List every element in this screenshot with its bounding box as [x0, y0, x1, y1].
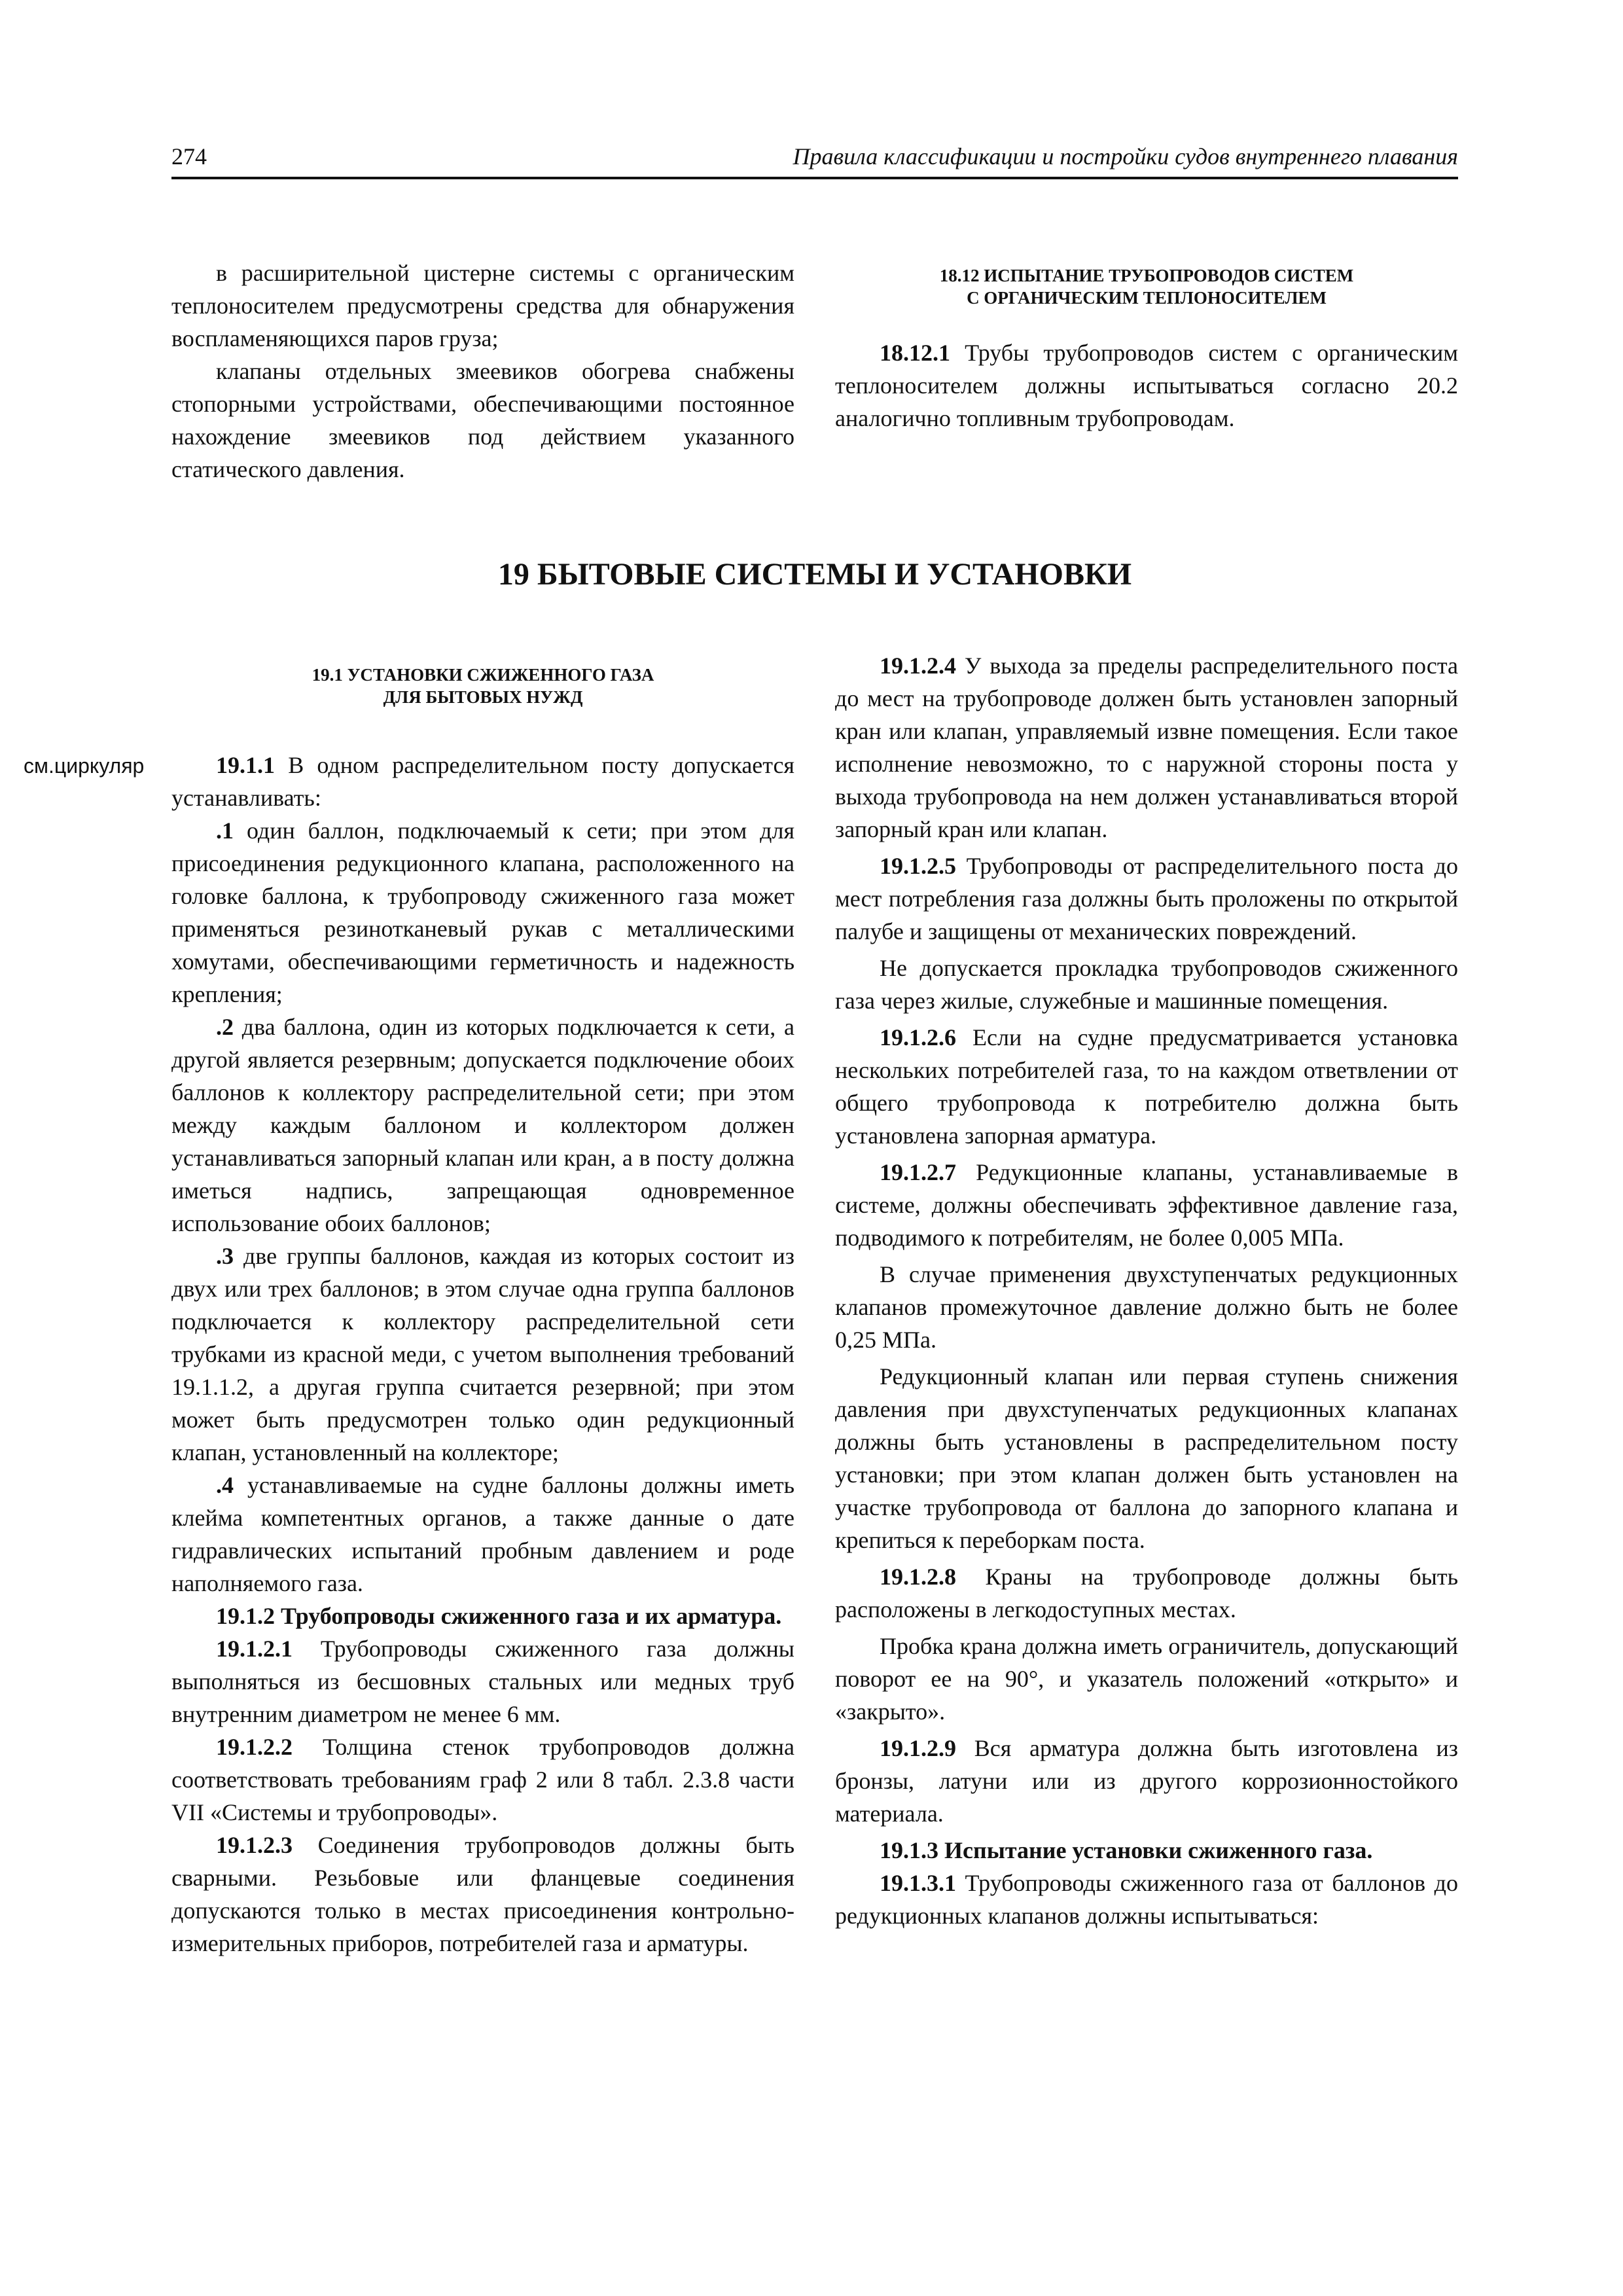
- running-title: Правила классификации и постройки судов внутреннего плавания: [793, 143, 1458, 170]
- item-number: .2: [216, 1014, 234, 1040]
- clause-text: Трубы трубопроводов систем с органическим теплоносителем должны испытываться согласно 20.2 аналогично топливным трубопроводам.: [835, 340, 1458, 431]
- item-text: две группы баллонов, каждая из которых состоит из двух или трех баллонов; в этом случае одна группа баллонов подключается к коллектору распределительной сети трубками из красной меди, с учетом выполнения требований 19.1.1.2, а другая группа считается резервной; при этом может быть предусмотрен только один редукционный клапан, установленный на коллекторе;: [171, 1243, 794, 1465]
- clause-text: Трубопроводы сжиженного газа от баллонов до редукционных клапанов должны испытываться:: [835, 1870, 1458, 1929]
- chapter-title: 19 БЫТОВЫЕ СИСТЕМЫ И УСТАНОВКИ: [497, 557, 1132, 592]
- clause-number: 19.1.2.2: [216, 1734, 293, 1760]
- item-number: .4: [216, 1472, 234, 1498]
- paragraph: Пробка крана должна иметь ограничитель, допускающий поворот ее на 90°, и указатель положений «открыто» и «закрыто».: [835, 1633, 1458, 1725]
- clause-number: 19.1.2.9: [880, 1735, 956, 1761]
- item-text: устанавливаемые на судне баллоны должны иметь клейма компетентных органов, а также данные о дате гидравлических испытаний пробным давлением и роде наполняемого газа.: [171, 1472, 794, 1596]
- clause-text: Краны на трубопроводе должны быть расположены в легкодоступных местах.: [835, 1564, 1458, 1623]
- clause-number: 19.1.2.5: [880, 853, 956, 879]
- clause-text: У выхода за пределы распределительного поста до мест на трубопроводе должен быть установлен запорный кран или клапан, управляемый извне помещения. Если такое исполнение невозможно, то с наружной стороны поста у выхода трубопровода на нем должен устанавливаться второй запорный кран или клапан.: [835, 653, 1458, 842]
- item-number: .1: [216, 817, 234, 844]
- paragraph: в расширительной цистерне системы с органическим теплоносителем предусмотрены средства для обнаружения воспламеняющихся паров груза;: [171, 260, 794, 351]
- heading-line: 18.12 ИСПЫТАНИЕ ТРУБОПРОВОДОВ СИСТЕМ: [939, 266, 1354, 285]
- list-item-2: [171, 1011, 794, 1240]
- paragraph-19-1-2-1: [171, 1632, 794, 1731]
- clause-text: Толщина стенок трубопроводов должна соответствовать требованиям граф 2 или 8 табл. 2.3.8 части VII «Системы и трубопроводы».: [171, 1734, 794, 1825]
- margin-note: см.циркуляр: [24, 754, 145, 778]
- clause-number: 19.1.2.6: [880, 1024, 956, 1050]
- paragraph: клапаны отдельных змеевиков обогрева снабжены стопорными устройствами, обеспечивающими постоянное нахождение змеевиков под действием указанного статического давления.: [171, 358, 794, 482]
- paragraph-19-1-2-6: [835, 1021, 1458, 1152]
- clause-text: Трубопроводы сжиженного газа должны выполняться из бесшовных стальных или медных труб внутренним диаметром не менее 6 мм.: [171, 1636, 794, 1727]
- paragraph-18-12-1: [835, 336, 1458, 435]
- clause-text: В одном распределительном посту допускается устанавливать:: [171, 752, 794, 811]
- paragraph-19-1-2-9: [835, 1732, 1458, 1830]
- top-left-column: [171, 257, 794, 486]
- paragraph-19-1-2-4: [835, 649, 1458, 846]
- heading-line: С ОРГАНИЧЕСКИМ ТЕПЛОНОСИТЕЛЕМ: [967, 288, 1327, 308]
- clause-number: 19.1.1: [216, 752, 275, 778]
- paragraph-19-1-2-3: [171, 1829, 794, 1960]
- item-text: один баллон, подключаемый к сети; при этом для присоединения редукционного клапана, расположенного на головке баллона, к трубопроводу сжиженного газа может применяться резинотканевый рукав с металлическими хомутами, обеспечивающими герметичность и надежность крепления;: [171, 817, 794, 1007]
- clause-number: 18.12.1: [880, 340, 950, 366]
- paragraph-19-1-3: [835, 1834, 1458, 1867]
- paragraph-19-1-2-7: [835, 1156, 1458, 1254]
- paragraph-19-1-2: [171, 1600, 794, 1632]
- list-item-4: [171, 1469, 794, 1600]
- section-heading-18-12: [835, 264, 1458, 309]
- clause-text: Трубопроводы от распределительного поста до мест потребления газа должны быть проложены по открытой палубе и защищены от механических повреждений.: [835, 853, 1458, 944]
- page-number: 274: [171, 143, 207, 170]
- paragraph: В случае применения двухступенчатых редукционных клапанов промежуточное давление должно быть не более 0,25 МПа.: [835, 1261, 1458, 1353]
- item-number: .3: [216, 1243, 234, 1269]
- clause-number: 19.1.3.1: [880, 1870, 956, 1896]
- item-text: два баллона, один из которых подключается к сети, а другой является резервным; допускается подключение обоих баллонов к коллектору распределительной сети; при этом между каждым баллоном и коллектором должен устанавливаться запорный клапан или кран, а в посту должна иметься надпись, запрещающая одновременное использование обоих баллонов;: [171, 1014, 794, 1236]
- paragraph-19-1-2-2: [171, 1731, 794, 1829]
- heading-line: ДЛЯ БЫТОВЫХ НУЖД: [383, 687, 583, 707]
- paragraph-19-1-1: [171, 749, 794, 814]
- clause-text: Редукционные клапаны, устанавливаемые в системе, должны обеспечивать эффективное давление газа, подводимого к потребителям, не более 0,005 МПа.: [835, 1159, 1458, 1251]
- clause-heading: 19.1.3 Испытание установки сжиженного газа.: [880, 1837, 1373, 1863]
- clause-text: Если на судне предусматривается установка нескольких потребителей газа, то на каждом ответвлении от общего трубопровода к потребителю должна быть установлена запорная арматура.: [835, 1024, 1458, 1149]
- page-header: [171, 143, 1458, 179]
- clause-number: 19.1.2.8: [880, 1564, 956, 1590]
- clause-number: 19.1.2.3: [216, 1832, 293, 1858]
- top-right-column: [835, 264, 1458, 435]
- section-heading-19-1: [171, 664, 794, 708]
- paragraph-19-1-2-5: [835, 850, 1458, 948]
- paragraph: Редукционный клапан или первая ступень снижения давления при двухступенчатых редукционных клапанах должны быть установлены в распределительном посту установки; при этом клапан должен быть установлен на участке трубопровода от баллона до запорного клапана и крепиться к переборкам поста.: [835, 1363, 1458, 1553]
- list-item-1: [171, 814, 794, 1011]
- clause-number: 19.1.2.7: [880, 1159, 956, 1185]
- paragraph: Не допускается прокладка трубопроводов сжиженного газа через жилые, служебные и машинные помещения.: [835, 955, 1458, 1014]
- clause-text: Вся арматура должна быть изготовлена из бронзы, латуни или из другого коррозионностойкого материала.: [835, 1735, 1458, 1827]
- list-item-3: [171, 1240, 794, 1469]
- clause-heading: 19.1.2 Трубопроводы сжиженного газа и их арматура.: [216, 1603, 782, 1629]
- clause-number: 19.1.2.1: [216, 1636, 293, 1662]
- clause-text: Соединения трубопроводов должны быть сварными. Резьбовые или фланцевые соединения допускаются только в местах присоединения контрольно-измерительных приборов, потребителей газа и арматуры.: [171, 1832, 794, 1956]
- heading-line: 19.1 УСТАНОВКИ СЖИЖЕННОГО ГАЗА: [312, 665, 654, 685]
- clause-number: 19.1.2.4: [880, 653, 956, 679]
- left-column: [171, 664, 794, 1960]
- paragraph-19-1-3-1: [835, 1867, 1458, 1932]
- right-column: [835, 649, 1458, 1932]
- paragraph-19-1-2-8: [835, 1560, 1458, 1626]
